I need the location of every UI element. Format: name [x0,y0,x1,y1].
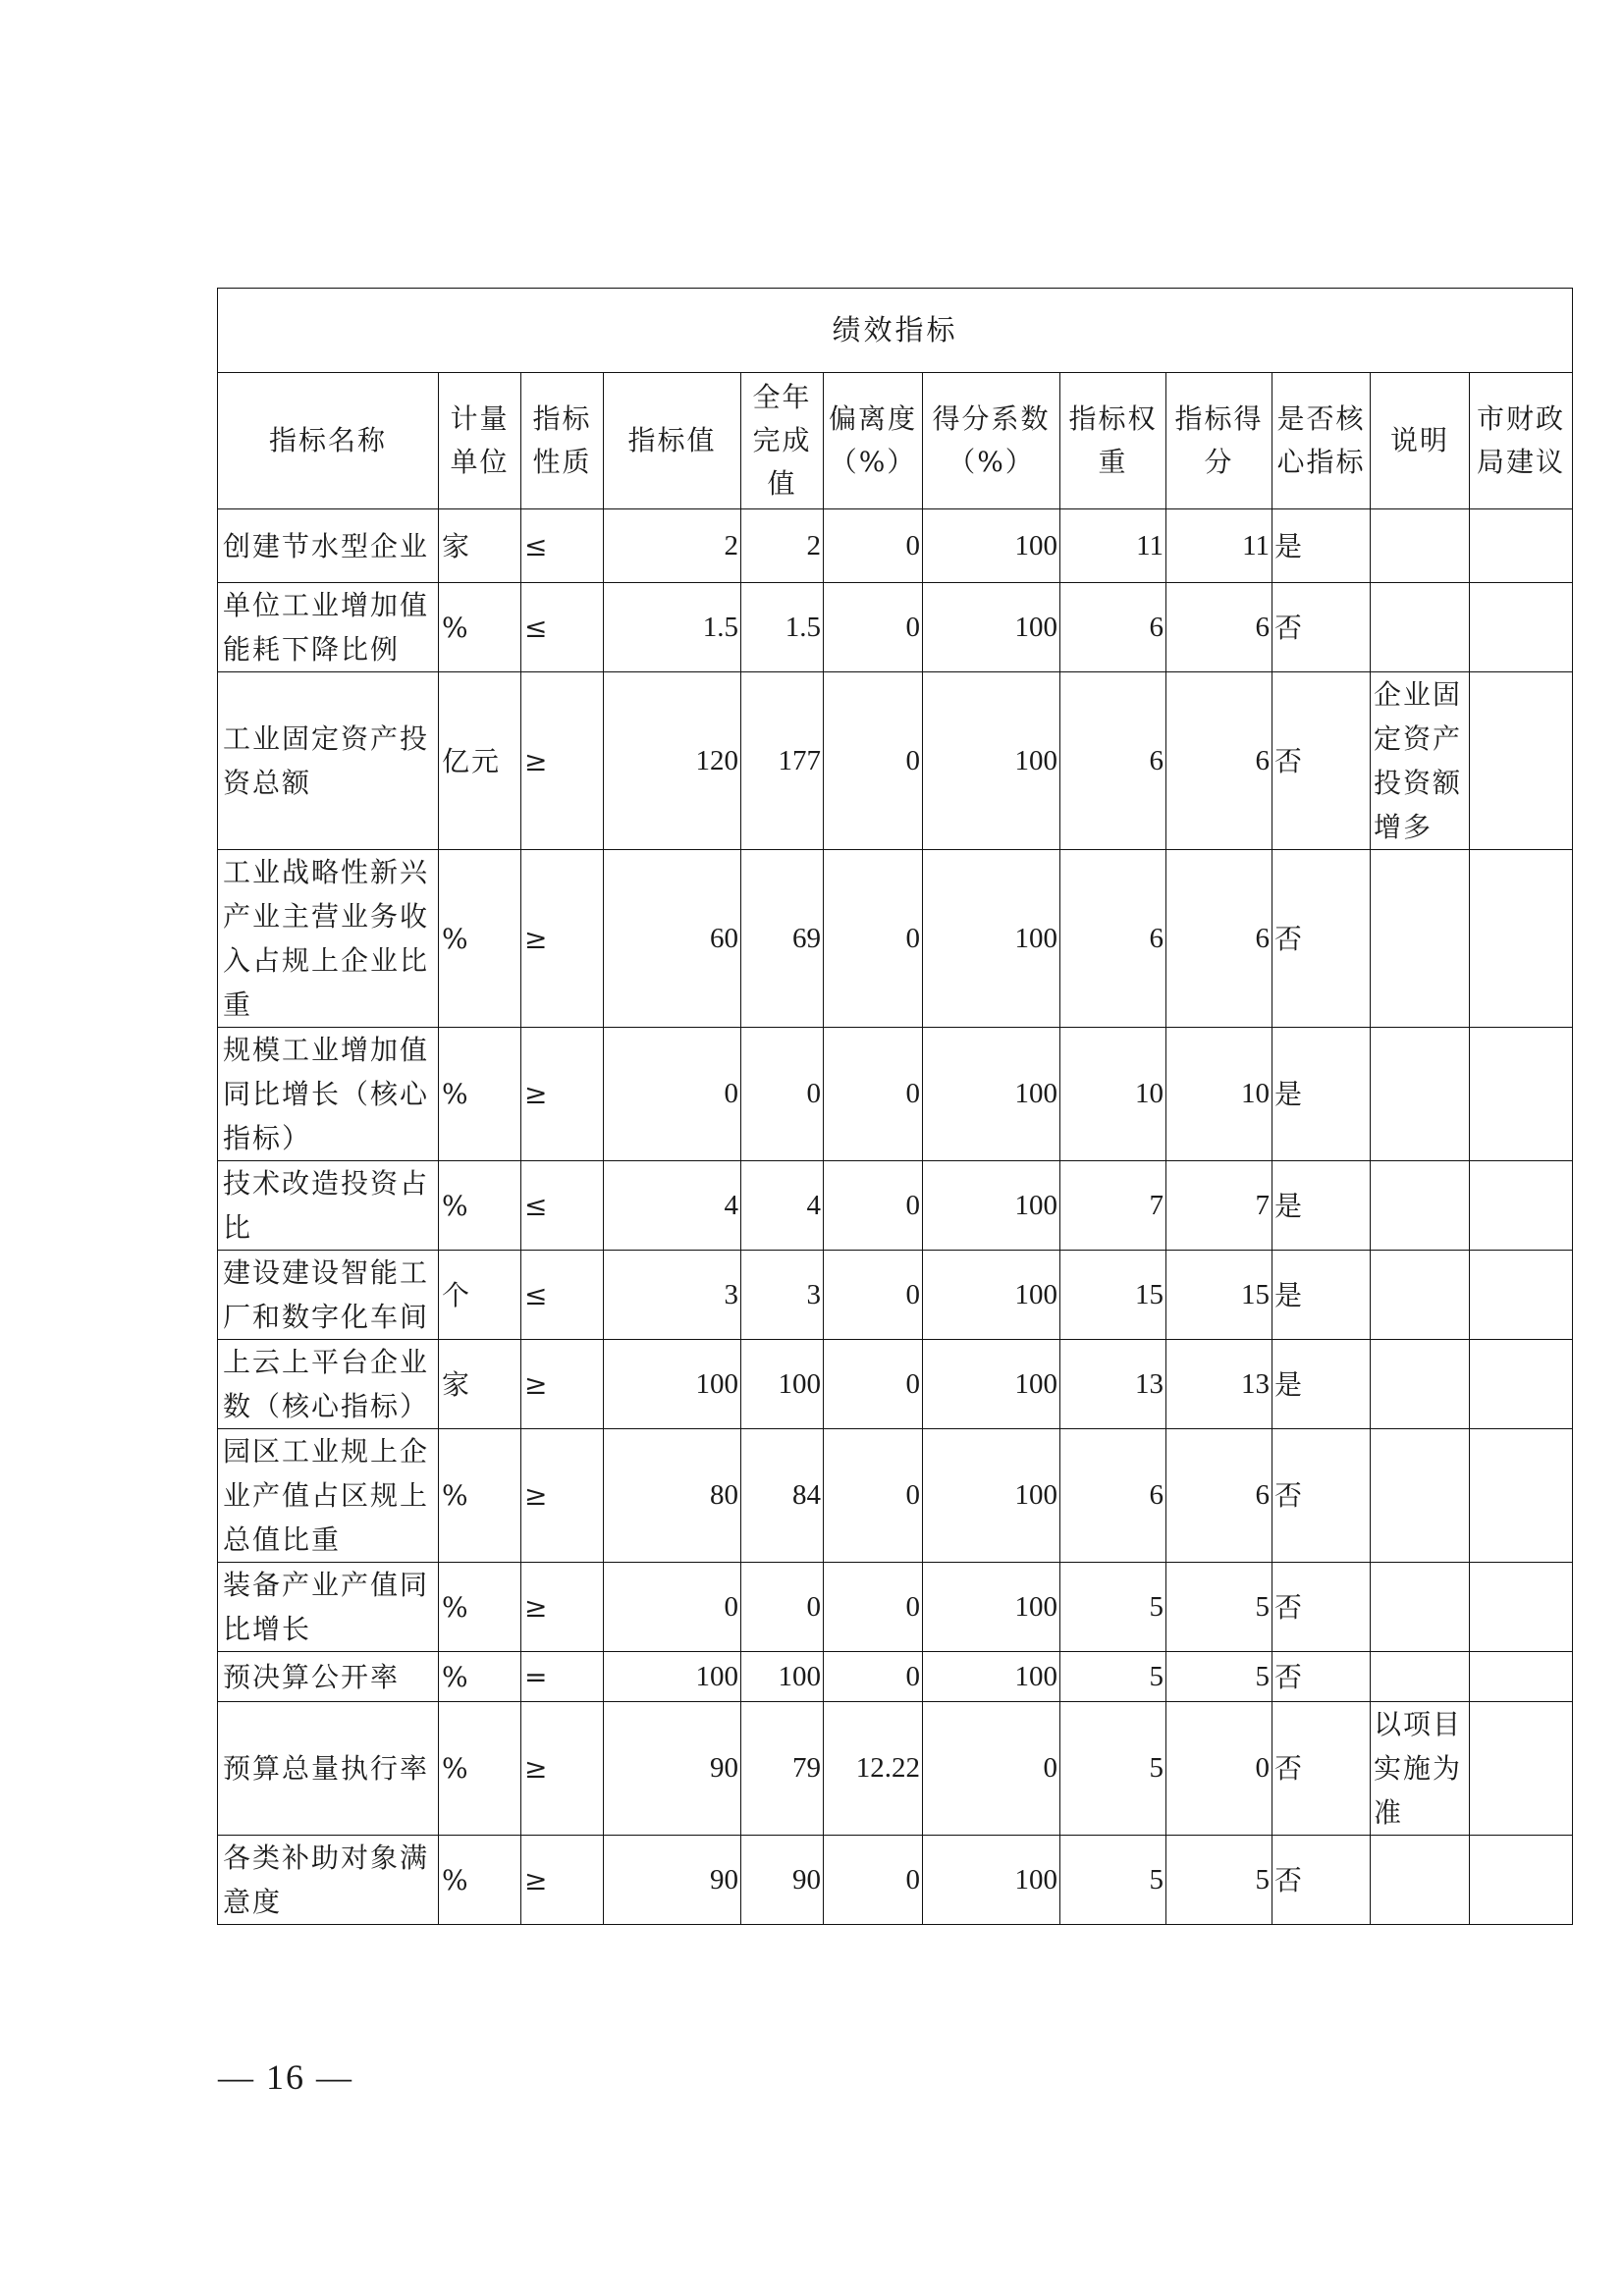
header-note: 说明 [1371,373,1470,509]
table-row [218,1429,1573,1563]
cell-finance-suggestion [1470,672,1573,850]
cell-deviation: 0 [824,1161,923,1251]
cell-deviation: 0 [824,1563,923,1652]
cell-annual-actual: 0 [741,1028,824,1161]
cell-nature: ≤ [521,583,604,672]
header-nature: 指标性质 [521,373,604,509]
table-row [218,672,1573,850]
cell-unit: % [439,1836,521,1925]
cell-target-value: 0 [604,1563,741,1652]
cell-deviation: 0 [824,1340,923,1429]
header-target-value: 指标值 [604,373,741,509]
cell-weight: 10 [1060,1028,1166,1161]
cell-weight: 5 [1060,1836,1166,1925]
cell-score-coefficient: 100 [923,1340,1060,1429]
table-row [218,1340,1573,1429]
cell-unit: 亿元 [439,672,521,850]
cell-finance-suggestion [1470,1340,1573,1429]
cell-nature: ≤ [521,1251,604,1340]
cell-score: 5 [1166,1652,1272,1702]
cell-weight: 5 [1060,1702,1166,1836]
cell-target-value: 0 [604,1028,741,1161]
cell-indicator-name: 园区工业规上企业产值占区规上总值比重 [218,1429,439,1563]
cell-weight: 13 [1060,1340,1166,1429]
cell-indicator-name: 建设建设智能工厂和数字化车间 [218,1251,439,1340]
cell-score-coefficient: 100 [923,1563,1060,1652]
cell-score-coefficient: 100 [923,1161,1060,1251]
cell-score: 11 [1166,509,1272,583]
cell-score: 6 [1166,672,1272,850]
cell-note [1371,509,1470,583]
cell-annual-actual: 100 [741,1340,824,1429]
cell-unit: 家 [439,509,521,583]
header-weight: 指标权重 [1060,373,1166,509]
cell-score-coefficient: 100 [923,1251,1060,1340]
cell-is-core: 是 [1272,1028,1371,1161]
cell-score-coefficient: 0 [923,1702,1060,1836]
table-row [218,1161,1573,1251]
table-row [218,1563,1573,1652]
cell-unit: % [439,1429,521,1563]
cell-target-value: 3 [604,1251,741,1340]
cell-annual-actual: 90 [741,1836,824,1925]
cell-is-core: 是 [1272,1161,1371,1251]
cell-annual-actual: 177 [741,672,824,850]
cell-finance-suggestion [1470,1429,1573,1563]
cell-annual-actual: 84 [741,1429,824,1563]
cell-target-value: 1.5 [604,583,741,672]
cell-unit: % [439,1161,521,1251]
cell-target-value: 90 [604,1836,741,1925]
header-score: 指标得分 [1166,373,1272,509]
cell-unit: % [439,583,521,672]
cell-indicator-name: 工业固定资产投资总额 [218,672,439,850]
table-header-row [218,373,1573,509]
cell-note [1371,583,1470,672]
cell-deviation: 0 [824,1251,923,1340]
performance-indicator-table [217,288,1573,1925]
cell-score-coefficient: 100 [923,850,1060,1028]
cell-indicator-name: 预决算公开率 [218,1652,439,1702]
table-row [218,1836,1573,1925]
cell-annual-actual: 3 [741,1251,824,1340]
cell-is-core: 否 [1272,1702,1371,1836]
cell-nature: ≥ [521,1836,604,1925]
cell-score-coefficient: 100 [923,1028,1060,1161]
cell-nature: ≤ [521,1161,604,1251]
cell-score-coefficient: 100 [923,1429,1060,1563]
cell-finance-suggestion [1470,583,1573,672]
cell-score: 13 [1166,1340,1272,1429]
header-is-core: 是否核心指标 [1272,373,1371,509]
cell-score: 5 [1166,1563,1272,1652]
cell-weight: 11 [1060,509,1166,583]
cell-indicator-name: 各类补助对象满意度 [218,1836,439,1925]
cell-deviation: 0 [824,1652,923,1702]
cell-finance-suggestion [1470,1563,1573,1652]
cell-note: 以项目实施为准 [1371,1702,1470,1836]
cell-indicator-name: 装备产业产值同比增长 [218,1563,439,1652]
cell-weight: 15 [1060,1251,1166,1340]
cell-is-core: 是 [1272,509,1371,583]
cell-score: 15 [1166,1251,1272,1340]
cell-deviation: 0 [824,850,923,1028]
cell-nature: ≥ [521,1702,604,1836]
cell-is-core: 是 [1272,1251,1371,1340]
cell-target-value: 90 [604,1702,741,1836]
cell-weight: 6 [1060,1429,1166,1563]
cell-annual-actual: 2 [741,509,824,583]
cell-deviation: 0 [824,1836,923,1925]
cell-deviation: 0 [824,1028,923,1161]
cell-unit: 个 [439,1251,521,1340]
cell-score-coefficient: 100 [923,583,1060,672]
header-finance-suggestion: 市财政局建议 [1470,373,1573,509]
cell-note [1371,1836,1470,1925]
cell-nature: ≥ [521,1340,604,1429]
cell-score-coefficient: 100 [923,1836,1060,1925]
cell-note: 企业固定资产投资额增多 [1371,672,1470,850]
table-row [218,850,1573,1028]
cell-score: 6 [1166,850,1272,1028]
cell-unit: % [439,850,521,1028]
cell-annual-actual: 1.5 [741,583,824,672]
cell-indicator-name: 技术改造投资占比 [218,1161,439,1251]
table-title-row [218,289,1573,373]
cell-deviation: 0 [824,672,923,850]
cell-note [1371,1652,1470,1702]
cell-is-core: 否 [1272,850,1371,1028]
cell-target-value: 60 [604,850,741,1028]
cell-unit: 家 [439,1340,521,1429]
cell-indicator-name: 上云上平台企业数（核心指标） [218,1340,439,1429]
cell-nature: ≥ [521,1563,604,1652]
table-title: 绩效指标 [218,289,1573,373]
cell-score: 6 [1166,1429,1272,1563]
cell-annual-actual: 4 [741,1161,824,1251]
cell-note [1371,1429,1470,1563]
cell-score: 0 [1166,1702,1272,1836]
cell-weight: 6 [1060,583,1166,672]
cell-target-value: 4 [604,1161,741,1251]
cell-indicator-name: 创建节水型企业 [218,509,439,583]
cell-weight: 7 [1060,1161,1166,1251]
cell-target-value: 120 [604,672,741,850]
cell-is-core: 否 [1272,1836,1371,1925]
cell-annual-actual: 0 [741,1563,824,1652]
table-row [218,1028,1573,1161]
cell-is-core: 是 [1272,1340,1371,1429]
cell-nature: ≥ [521,850,604,1028]
cell-unit: % [439,1702,521,1836]
cell-note [1371,1251,1470,1340]
cell-nature: ≤ [521,509,604,583]
cell-is-core: 否 [1272,1563,1371,1652]
cell-finance-suggestion [1470,1652,1573,1702]
cell-finance-suggestion [1470,1028,1573,1161]
cell-is-core: 否 [1272,672,1371,850]
header-unit: 计量单位 [439,373,521,509]
table-row [218,1251,1573,1340]
header-deviation: 偏离度（%） [824,373,923,509]
cell-target-value: 100 [604,1340,741,1429]
cell-is-core: 否 [1272,583,1371,672]
cell-unit: % [439,1028,521,1161]
cell-finance-suggestion [1470,1161,1573,1251]
cell-finance-suggestion [1470,850,1573,1028]
page-number: — 16 — [218,2057,353,2097]
table-row [218,583,1573,672]
header-score-coefficient: 得分系数（%） [923,373,1060,509]
cell-annual-actual: 79 [741,1702,824,1836]
cell-finance-suggestion [1470,509,1573,583]
cell-nature: ≥ [521,1028,604,1161]
table-row [218,509,1573,583]
cell-note [1371,1028,1470,1161]
cell-is-core: 否 [1272,1429,1371,1563]
cell-indicator-name: 单位工业增加值能耗下降比例 [218,583,439,672]
cell-target-value: 2 [604,509,741,583]
cell-indicator-name: 工业战略性新兴产业主营业务收入占规上企业比重 [218,850,439,1028]
cell-indicator-name: 预算总量执行率 [218,1702,439,1836]
cell-score-coefficient: 100 [923,672,1060,850]
cell-nature: = [521,1652,604,1702]
cell-indicator-name: 规模工业增加值同比增长（核心指标） [218,1028,439,1161]
cell-nature: ≥ [521,672,604,850]
cell-note [1371,1161,1470,1251]
cell-unit: % [439,1563,521,1652]
cell-target-value: 80 [604,1429,741,1563]
cell-target-value: 100 [604,1652,741,1702]
cell-unit: % [439,1652,521,1702]
cell-weight: 6 [1060,672,1166,850]
header-annual-actual: 全年完成值 [741,373,824,509]
cell-deviation: 0 [824,583,923,672]
cell-score: 10 [1166,1028,1272,1161]
cell-score: 5 [1166,1836,1272,1925]
cell-weight: 5 [1060,1652,1166,1702]
table-row [218,1652,1573,1702]
cell-finance-suggestion [1470,1251,1573,1340]
cell-nature: ≥ [521,1429,604,1563]
cell-finance-suggestion [1470,1702,1573,1836]
cell-annual-actual: 100 [741,1652,824,1702]
table-row [218,1702,1573,1836]
cell-note [1371,1563,1470,1652]
cell-score-coefficient: 100 [923,509,1060,583]
cell-deviation: 0 [824,1429,923,1563]
cell-note [1371,1340,1470,1429]
header-indicator-name: 指标名称 [218,373,439,509]
cell-weight: 6 [1060,850,1166,1028]
cell-weight: 5 [1060,1563,1166,1652]
cell-finance-suggestion [1470,1836,1573,1925]
cell-note [1371,850,1470,1028]
cell-annual-actual: 69 [741,850,824,1028]
cell-score: 7 [1166,1161,1272,1251]
cell-score-coefficient: 100 [923,1652,1060,1702]
cell-score: 6 [1166,583,1272,672]
cell-deviation: 12.22 [824,1702,923,1836]
cell-deviation: 0 [824,509,923,583]
cell-is-core: 否 [1272,1652,1371,1702]
